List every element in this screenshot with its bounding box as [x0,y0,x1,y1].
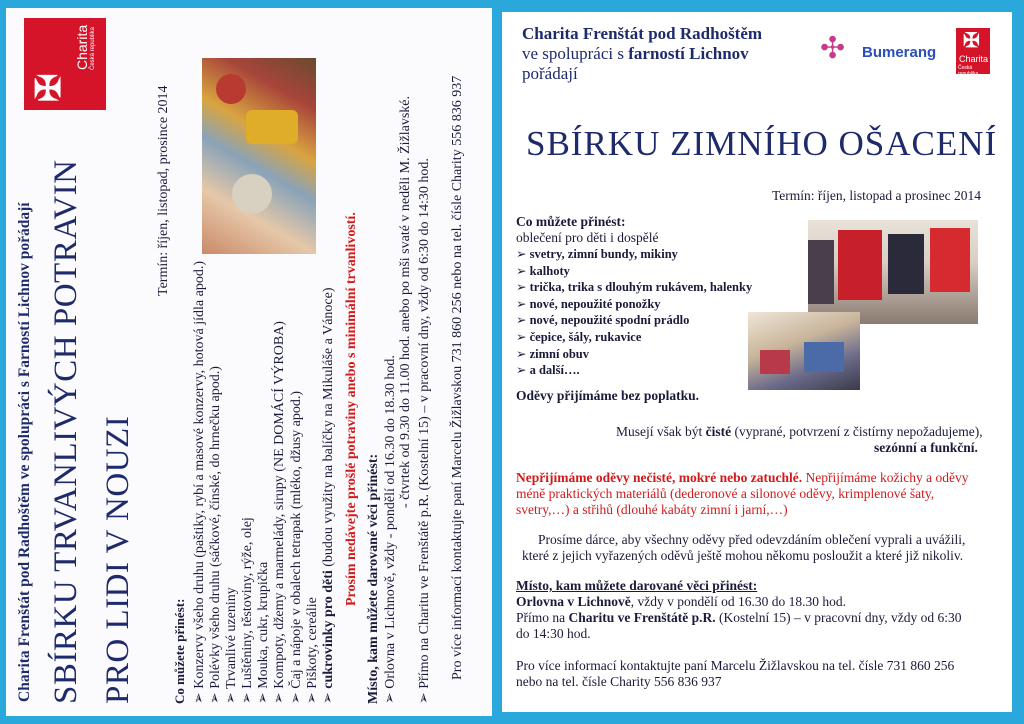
left-title-line1: SBÍRKU TRVANLIVÝCH POTRAVIN [48,159,84,704]
right-clean2: sezónní a funkční. [874,440,978,455]
right-term: Termín: říjen, listopad a prosinec 2014 [772,188,982,203]
charita-logo-left [24,18,106,110]
right-reject1: Nepřijímáme oděvy nečisté, mokré nebo zatuchlé. Nepřijímáme kožichy a oděvy [516,470,969,485]
left-term: Termín: říjen, listopad, prosince 2014 [156,85,171,296]
list-item: ➢ Piškoty, cereálie [304,597,320,704]
list-item: ➢ Luštěniny, těstoviny, rýže, olej [240,517,256,704]
list-item: ➢ zimní obuv [516,346,752,363]
left-title-line2: PRO LIDI V NOUZI [100,415,136,704]
clothes-photo-top [808,220,978,324]
list-item: ➢ nové, nepoužité ponožky [516,296,752,313]
right-place2: Přímo na Charitu ve Frenštátě p.R. (Kostelní 15) – v pracovní dny, vždy od 6:30 [516,610,962,625]
right-reject2: méně praktických materiálů (dederonové a silonové oděvy, krimplenové šaty, [516,486,935,501]
logo-subtext: Česká republika [958,65,979,77]
list-item: ➢ Čaj a nápoje v obalech tetrapak (mléko, džusy apod.) [288,390,304,704]
list-item: ➢ Polévky všeho druhu (sáčkové, čínské, do hrnečku apod.) [208,366,224,704]
bumerang-icon: ✣ [820,32,846,65]
left-warning: Prosím nedávejte prošlé potraviny anebo s minimální trvanlivostí. [344,212,359,606]
left-place2: - čtvrtek od 9.30 do 11.00 hod. anebo po mši svaté v neděli M. Žižlavské. [398,95,413,508]
food-donation-photo [202,58,316,254]
right-coop: ve spolupráci s farností Lichnov [522,44,749,63]
charita-logo-right [956,28,990,77]
logo-text: Charita [74,24,90,70]
list-item: ➢ a další…. [516,362,752,379]
right-ask1: Prosíme dárce, aby všechny oděvy před odevzdáním oblečení vyprali a uvážili, [538,532,966,547]
list-item: ➢ čepice, šály, rukavice [516,329,752,346]
list-item: ➢ kalhoty [516,263,752,280]
right-place3: do 14:30 hod. [516,626,591,641]
list-item: ➢ svetry, zimní bundy, mikiny [516,246,752,263]
left-place1: ➢ Orlovna v Lichnově, vždy - pondělí od 16.30 do 18.30 hod. [383,355,398,704]
bumerang-text: Bumerang [862,44,937,61]
right-title: SBÍRKU ZIMNÍHO OŠACENÍ [526,124,998,163]
right-bring-label: Co můžete přinést: [516,214,626,229]
list-item: ➢ nové, nepoužité spodní prádlo [516,312,752,329]
list-item: ➢ cukrovinky pro děti (budou využity na balíčky na Mikuláše a Vánoce) [320,287,336,704]
right-organize: pořádají [522,64,578,83]
left-place-label: Místo, kam můžete darované věci přinést: [366,453,381,704]
right-place1: Orlovna v Lichnově, vždy v pondělí od 16.30 do 18.30 hod. [516,594,847,609]
left-place3: ➢ Přímo na Charitu ve Frenštátě p.R. (Kostelní 15) – v pracovní dny, vždy od 6:30 do 14:30 hod. [417,158,432,704]
left-header: Charita Frenštát pod Radhoštěm ve spolupráci s Farností Lichnov pořádají [16,202,33,702]
list-item: ➢ Mouka, cukr, krupička [256,561,272,704]
right-org: Charita Frenštát pod Radhoštěm [522,24,763,43]
bumerang-logo [820,34,950,74]
clothes-photo-bottom [748,312,860,390]
right-contact2: nebo na tel. čísle Charity 556 836 937 [516,674,722,689]
left-flyer [6,8,492,716]
right-reject3: svetry,…) a střihů (dlouhé kabáty zimní i jarní,…) [516,502,788,517]
list-item: ➢ Trvanlivé uzeniny [224,587,240,704]
left-flyer-content [6,8,492,716]
right-place-label: Místo, kam můžete darované věci přinést: [516,578,758,593]
right-contact1: Pro více informací kontaktujte paní Marcelu Žižlavskou na tel. čísle 731 860 256 [516,658,955,673]
right-free: Oděvy přijímáme bez poplatku. [516,388,700,403]
right-bring-sub: oblečení pro děti i dospělé [516,230,659,245]
charita-cross-icon: ✠ [963,30,980,52]
right-items-list [516,246,752,379]
right-flyer [502,12,1012,712]
list-item: ➢ Kompoty, džemy a marmelády, sirupy (NE DOMÁCÍ VÝROBA) [272,321,288,704]
list-item: ➢ trička, trika s dlouhým rukávem, halenky [516,279,752,296]
list-item: ➢ Konzervy všeho druhu (paštiky, rybí a masové konzervy, hotová jídla apod.) [192,260,207,704]
logo-subtext: Česká republika [90,26,96,70]
charita-cross-icon: ✠ [30,73,68,102]
left-items-list [192,261,337,704]
right-ask2: které z jejich vyřazených oděvů ještě mohou někomu posloužit a které již nikoliv. [522,548,964,563]
left-bring-label: Co můžete přinést: [172,598,187,704]
right-clean1: Musejí však být čisté (vyprané, potvrzení z čistírny nepožadujeme), [616,424,983,439]
left-contact: Pro více informací kontaktujte paní Marcelu Žižlavskou 731 860 256 nebo na tel. čísle Charity 556 836 937 [450,75,465,680]
logo-text: Charita [959,54,989,64]
